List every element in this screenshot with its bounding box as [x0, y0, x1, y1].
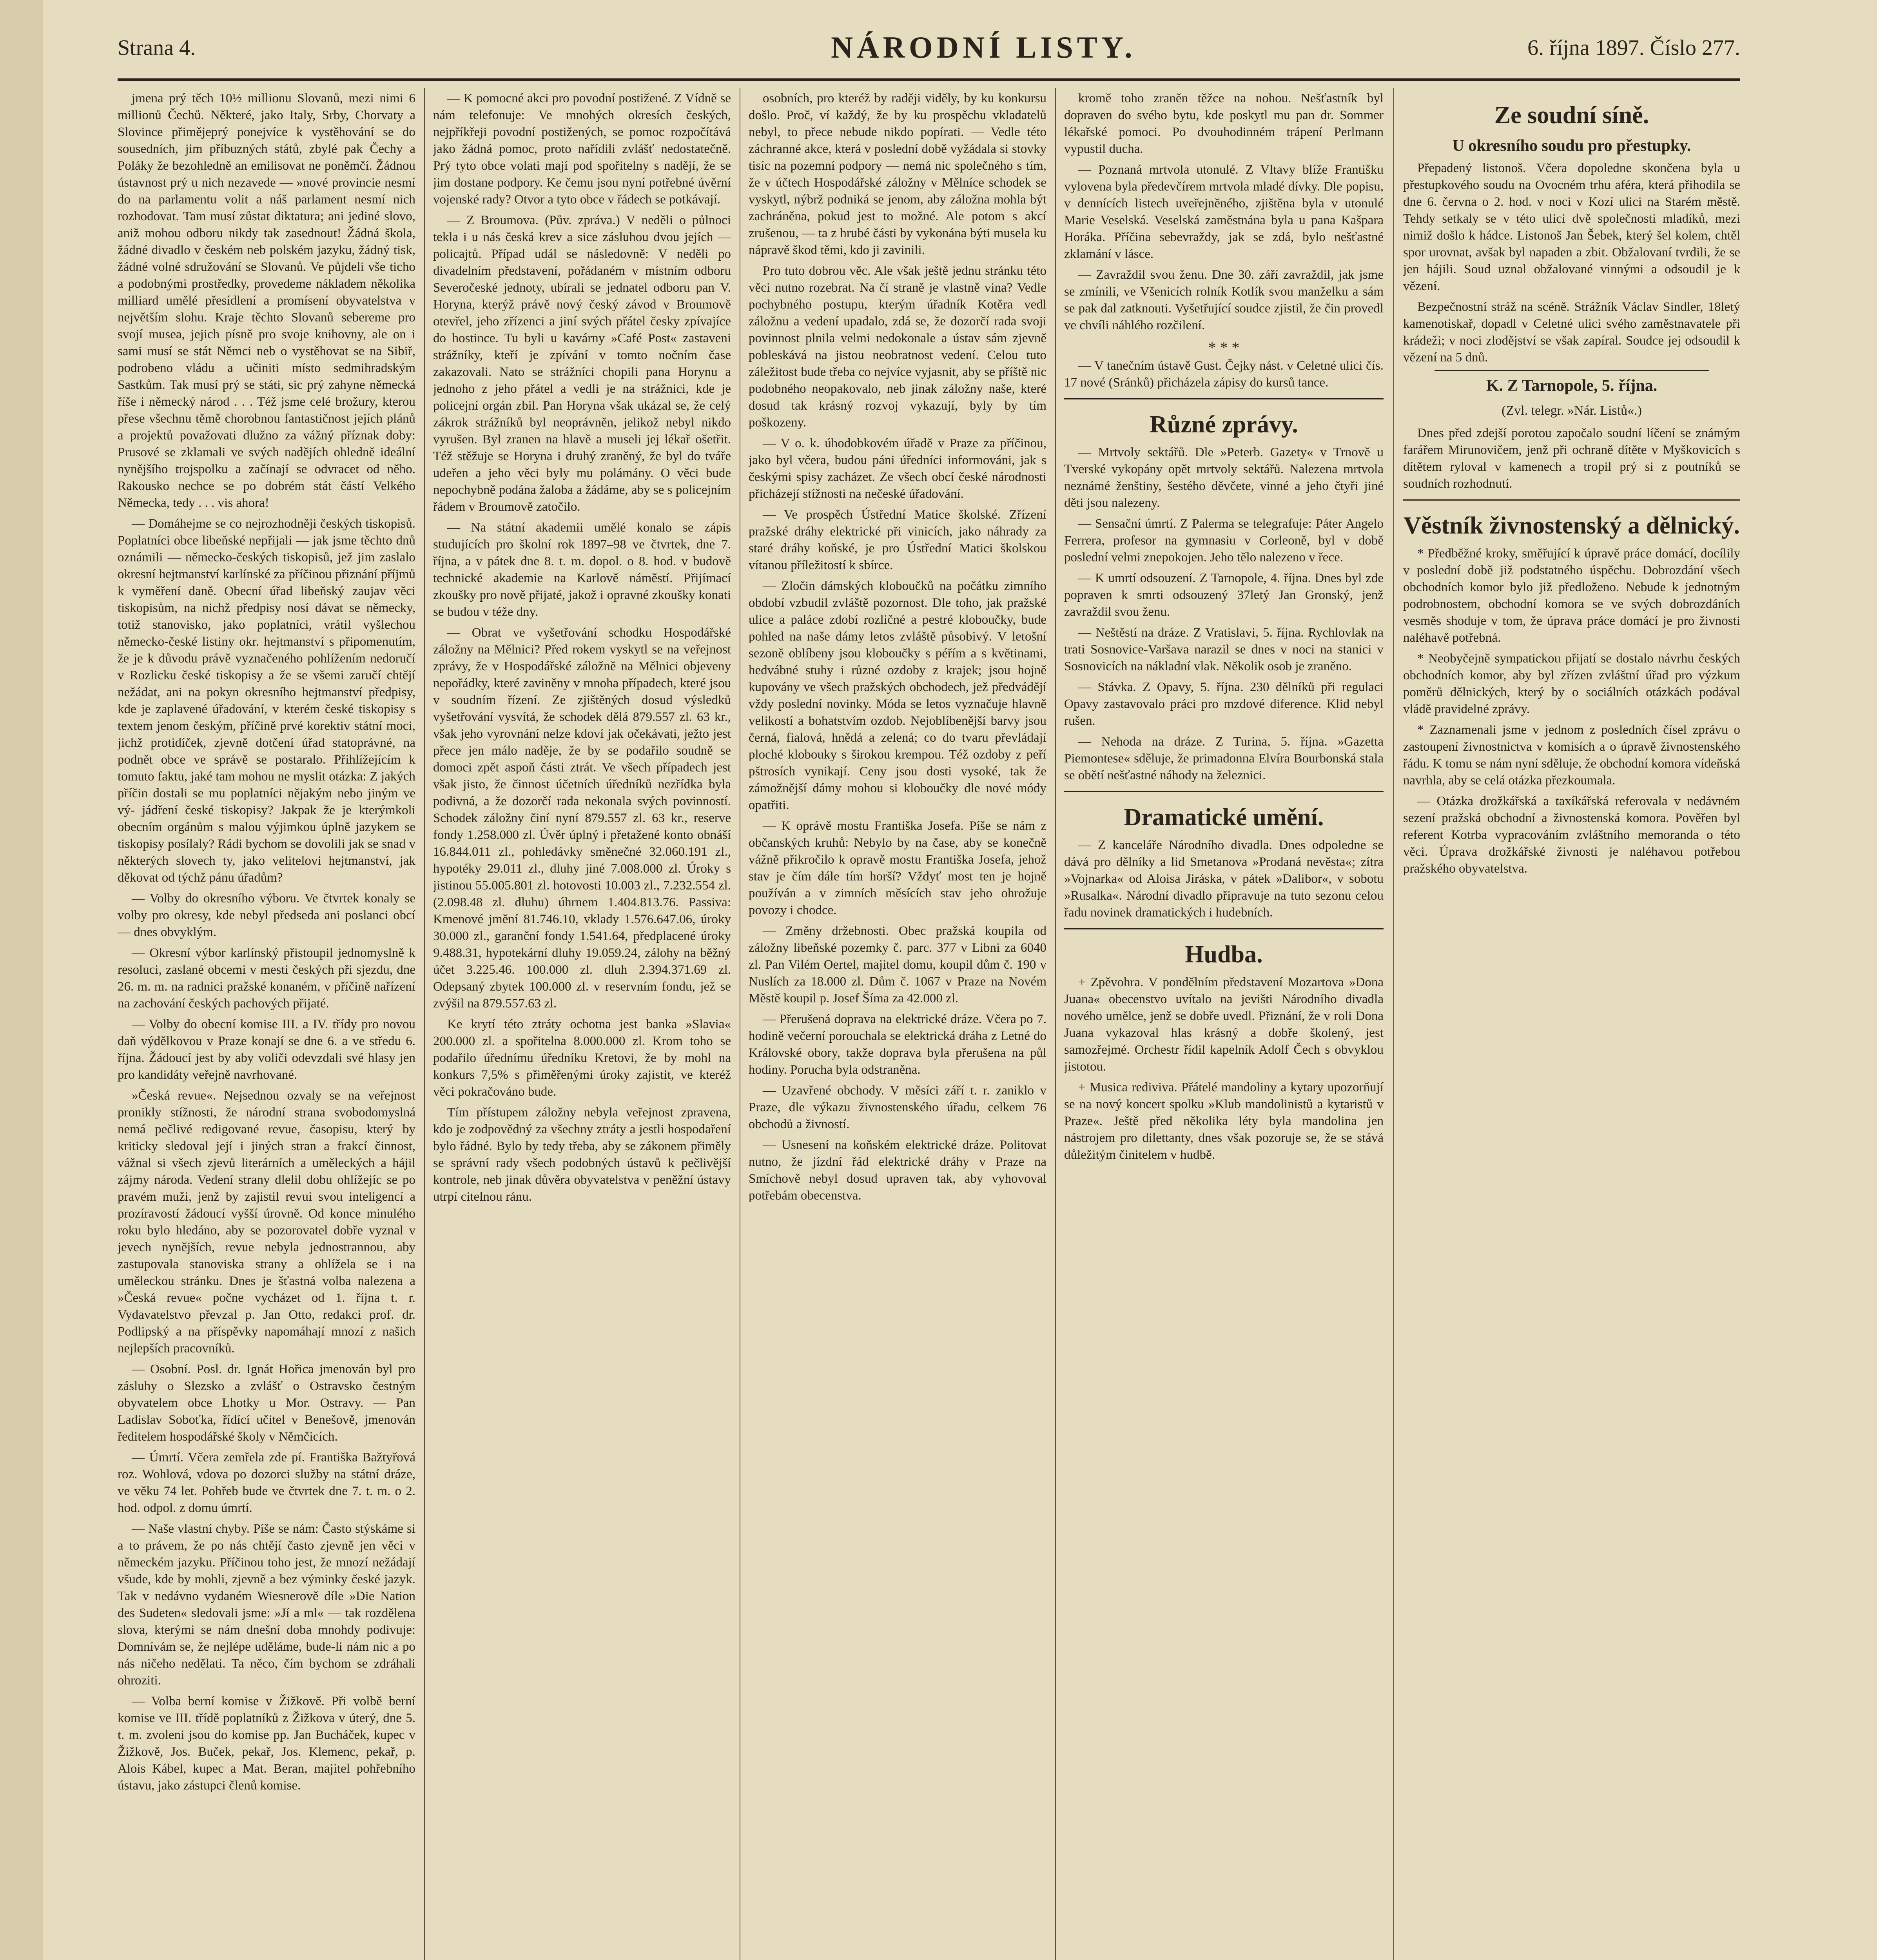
article-paragraph: Dnes před zdejší porotou započalo soudní líčení se známým farářem Mirunovičem, jenž při ochraně dítěte v Myškovicích s dítětem ryloval v kamenech a tropil prý si z poutníků se soudních rozhodnutí. [1403, 426, 1740, 491]
article-paragraph: — V o. k. úhodobkovém úřadě v Praze za příčinou, jako byl včera, budou páni úředníci informováni, jak s českými spisy zacházet. Ze všech obcí české národnosti přicházejí stížnosti na nečeské úřadování. [749, 436, 1046, 501]
article-paragraph: — Z Broumova. (Pův. zpráva.) V neděli o půlnoci tekla i u nás česká krev a sice zásluhou dvou jejích — policajtů. Případ udál se následovně: V neděli po divadelním představení, pořádaném v místním odboru Severočeské jednoty, ubírali se jednatel odboru pan V. Horyna, kterýž právě nový český závod v Broumově otevřel, jeho zřízenci a jiní svých přátel česky zpívajíce do hostince. Tu byli u kavárny »Café Post« zastaveni strážníky, kteří je zpívání v tomto nočním čase zakazovali. Nato se strážníci chopili pana Horynu a jednoho z jeho přátel a vedli je na strážnici, kde je policejní orgán zbil. Pan Horyna však ukázal se, že celý zákrok strážníků byl neoprávněn, jelikož nebyl nikdo vyrušen. Byl zranen na hlavě a museli jej lékař ošetřit. Též stěžuje se Horyna i druhý zraněný, že byl do tváře udeřen a jeho věci byly mu polámány. O věci bude nepochybně podána žaloba a žádáme, aby se s policejním řádem v Broumově zatočilo. [433, 213, 731, 514]
page-header [118, 27, 1740, 78]
masthead: NÁRODNÍ LISTY. [831, 30, 1136, 64]
header-rule [118, 78, 1740, 81]
dateline: K. Z Tarnopole, 5. října. [1486, 377, 1658, 395]
issue-info: 6. října 1897. Číslo 277. [1527, 36, 1740, 60]
section-heading-hudba: Hudba. [1185, 941, 1263, 968]
article-paragraph: — Sensační úmrtí. Z Palerma se telegrafuje: Páter Angelo Ferrera, profesor na gymnasiu v Corleoně, byl v době poslední velmi znepokojen. Jeho tělo nalezeno v řece. [1064, 517, 1384, 564]
article-paragraph: + Musica rediviva. Přátelé mandoliny a kytary upozorňují se na nový koncert spolku »Klub mandolinistů a kytaristů v Praze«. Ještě před několika léty byla mandolina jen nástrojem pro dilettanty, dnes však pozoruje se, že se stává důležitým činitelem v hudbě. [1064, 1080, 1384, 1162]
article-paragraph: — Okresní výbor karlínský přistoupil jednomyslně k resoluci, zaslané obcemi v mesti českých při sjezdu, dne 26. m. m. na radnici pražské konaném, v příčině nařízení na zachování českých pachových přijaté. [118, 946, 415, 1011]
article-paragraph: — Volby do obecní komise III. a IV. třídy pro novou daň výdělkovou v Praze konají se dne 6. a ve středu 6. října. Žádoucí jest by aby voliči odevzdali své hlasy jen pro kandidáty veřejně navrhované. [118, 1017, 415, 1082]
section-heading-vestnik: Věstník živnostenský a dělnický. [1404, 512, 1740, 539]
article-paragraph: kromě toho zraněn těžce na nohou. Nešťastník byl dopraven do svého bytu, kde poskytl mu pan dr. Sommer lékařské pomoci. Po dvouhodinném trápení Perlmann vypustil ducha. [1064, 91, 1384, 156]
article-paragraph: Tím přístupem záložny nebyla veřejnost zpravena, kdo je zodpovědný za všechny ztráty a jestli hospodaření bylo řádné. Bylo by tedy třeba, aby se zákonem přiměly se správní rady všech podobných ústavů k pečlivější kontrole, neb jinak důvěra obyvatelstva v peněžní ústavy utrpí citelnou ránu. [433, 1105, 731, 1204]
section-heading-dramaticke-umeni: Dramatické umění. [1124, 804, 1324, 831]
column-divider [1393, 88, 1394, 1960]
article-paragraph: »Česká revue«. Nejsednou ozvaly se na veřejnost pronikly stížnosti, že národní strana svobodomyslná nemá pečlivé redigované revue, časopisu, který by kriticky sledoval její i jiných stran a frakcí činnost, vážnal si všech zjevů literárních a uměleckých a hájil zájmy národa. Vedení strany dlelil dobu ohlížejíc se po pravém muži, jenž by zajistil revui svou inteligencí a prozíravostí žádoucí vyšší úrovně. Od konce minulého roku bylo hledáno, aby se pozorovatel dobře vyznal v jevech nynějších, revue nebyla jednostrannou, aby zastupovala stanoviska strany a ohlížela se i na uměleckou stránku. Dnes je šťastná volba nalezena a »Česká revue« počne vycházet od 1. října t. r. Vydavatelstvo převzal p. Jan Otto, redakci prof. dr. Podlipský a na příspěvky napomáhají mnozí z našich nejlepších pracovníků. [118, 1089, 415, 1356]
article-paragraph: — Změny držebnosti. Obec pražská koupila od záložny libeňské pozemky č. parc. 377 v Libni za 6040 zl. Pan Vilém Oertel, majitel domu, koupil dům č. 190 v Nuslích za 18.000 zl. Dům č. 1067 v Praze na Novém Městě koupil p. Josef Šíma za 42.000 zl. [749, 924, 1046, 1005]
article-paragraph: — Ve prospěch Ústřední Matice školské. Zřízení pražské dráhy elektrické při vinicích, jako náhrady za staré dráhy koňské, je pro Ústřední Matici školskou vítanou příležitostí k sbírce. [749, 508, 1046, 572]
article-paragraph: — K umrtí odsouzení. Z Tarnopole, 4. října. Dnes byl zde popraven k smrti odsouzený 37letý Jan Gronský, jenž zavraždil svou ženu. [1064, 571, 1384, 619]
article-paragraph: Ke krytí této ztráty ochotna jest banka »Slavia« 200.000 zl. a spořitelna 8.000.000 zl. Krom toho se podařilo úřednímu úředníku Kretovi, že by mohl na konkurs 7,5% s přiměřenými úroky zajistit, ve kteréž věci pokračováno bude. [433, 1017, 731, 1099]
article-paragraph: * Neobyčejně sympatickou přijatí se dostalo návrhu českých obchodních komor, aby byl zřízen zvláštní úřad pro výzkum poměrů dělnických, který by o sociálních otázkách podával vládě pravidelné zprávy. [1403, 652, 1740, 716]
article-paragraph: — Otázka drožkářská a taxíkářská referovala v nedávném sezení pražská obchodní a živnostenská komora. Pověřen byl referent Kotrba vypracováním zvláštního memoranda o této věci. Úprava drožkářské živnosti je naléhavou potřebou pražského obyvatelstva. [1403, 794, 1740, 876]
article-paragraph: — Zločin dámských kloboučků na počátku zimního období vzbudil zvláště pozornost. Dle toho, jak pražské ulice a paláce zdobí rozličné a pestré kloboučky, bude pohled na naše dámy letos zvláště působivý. V letošní sezoně oblíbeny jsou kloboučky s péřím a s květinami, hedvábné stuhy i různé ozdoby z krajek; jsou hojně kupovány ve všech pražských obchodech, jež předvádějí vždy poslední novinky. Móda se letos vyznačuje hlavně velikostí a bohatstvím ozdob. Nejoblíbenější barvy jsou černá, fialová, hnědá a zelená; co do tvaru převládají ploché klobouky s širokou krempou. Též ozdoby z peří pštrosích vynikají. Ceny jsou dosti vysoké, tak že zámožnější dámy mohou si kloboučky dle nové módy opatřiti. [749, 579, 1046, 812]
article-paragraph: — Domáhejme se co nejrozhodněji českých tiskopisů. Poplatníci obce libeňské nepřijali — jak jsme těchto dnů oznámili — německo-českých tiskopisů, jež jim zaslalo okresní hejtmanství karlínské za příčinou přiznání příjmů k vyměření daně. Obecní úřad libeňský zaujav věci tiskopisům, na nichž předpisy nosí dávat se německy, totiž stanovisko, jako poplatníci, vrátil vyšlechou německo-české listiny okr. hejtmanství s připomenutím, že je k důvodu právě vyznačeného pohlížením nedoručí v Rozlicku české tiskopisy a že se všemi zaručí chtějí nežádat, ani na pokyn okresního hejtmanství předpisy, kde je zaplavené úřadování, v kterém české tiskopisy s textem jenom českým, příčině prvé korektiv státní moci, jichž protidíček, zjevně dotčení úřad statoprávné, na podnět obce ve správě se postaralo. Přihlížejícím k tomuto faktu, jaké tam mohou ne myslit otázka: Z jakých příčin dostali se mu poplatníci nějakým nebo jiným ve vý- jádření české tiskopisy? Jakpak že je kterýmkoli obecním orgánům s malou výjimkou úplně jazykem se tiskopisy posílaly? Rádi bychom se dovolili jak se snad v některých slovech ty, jako velitelovi hejtmanství, jak děkovat od týchž pánu úřadům? [118, 517, 415, 885]
column-divider [1055, 88, 1056, 1960]
section-rule [1064, 928, 1384, 929]
article-paragraph: — Uzavřené obchody. V měsíci září t. r. zaniklo v Praze, dle výkazu živnostenského úřadu, celkem 76 obchodů a živností. [749, 1083, 1046, 1131]
article-paragraph: — Z kanceláře Národního divadla. Dnes odpoledne se dává pro dělníky a lid Smetanova »Prodaná nevěsta«; zítra »Vojnarka« od Aloisa Jiráska, v pátek »Dalibor«, v sobotu »Rusalka«. Národní divadlo připravuje na tuto sezonu celou řadu novinek dramatických i hudebních. [1064, 838, 1384, 920]
column-divider [424, 88, 425, 1960]
article-paragraph: — Volba berní komise v Žižkově. Při volbě berní komise ve III. třídě poplatníků z Žižkova v úterý, dne 5. t. m. zvoleni jsou do komise pp. Jan Bucháček, kupec v Žižkově, Jos. Buček, pekař, Jos. Klemenc, pekař, p. Alois Kábel, kupec a Mat. Beran, majitel pohřebního ústavu, jako zástupci členů komise. [118, 1694, 415, 1793]
article-paragraph: + Zpěvohra. V pondělním představení Mozartova »Dona Juana« obecenstvo uvítalo na jevišti Národního divadla nového umělce, jenž se dobře uvedl. Přiznání, že v roli Dona Juana vykazoval hlas krásný a dobře školený, jest samozřejmé. Orchestr řídil kapelník Adolf Čech s obvyklou jistotou. [1064, 975, 1384, 1074]
dateline-source: (Zvl. telegr. »Nár. Listů«.) [1502, 403, 1642, 418]
article-paragraph: * Předběžné kroky, směřující k úpravě práce domácí, docílily v poslední době již podstatného úspěchu. Dobrozdání všech obchodních komor bylo již předloženo. Nebude k jednotným podrobnostem, obchodní komora se ve svých dobrozdáních vesměs shoduje v tom, že úprava práce domácí je pro živnosti naléhavě potřebná. [1403, 546, 1740, 645]
article-paragraph: — Osobní. Posl. dr. Ignát Hořica jmenován byl pro zásluhy o Slezsko a zvlášť o Ostravsko čestným obyvatelem obce Lhotky u Mor. Ostravy. — Pan Ladislav Soboťka, řídící učitel v Benešově, jmenován ředitelem hospodářské školy v Němčicích. [118, 1362, 415, 1444]
article-paragraph: Pro tuto dobrou věc. Ale však ještě jednu stránku této věci nutno rozebrat. Na čí straně je vlastně vina? Vedle pochybného postupu, kterým úřadník Kotěra vedl záložnu a vedení upadalo, zdá se, že dozorčí rada svoji povinnost plnila velmi nedokonale a ústav sám zjevně pobleskává na jistou neobratnost vedení. Celou tuto záležitost bude třeba co nejvíce vyjasnit, aby se příště nic podobného neopakovalo, neb jinak záložny naše, které dosud tak krásný rozvoj vykazují, byly by tím poškozeny. [749, 264, 1046, 430]
article-paragraph: — Úmrtí. Včera zemřela zde pí. Františka Bažtyřová roz. Wohlová, vdova po dozorci služby na státní dráze, ve věku 74 let. Pohřeb bude ve čtvrtek dne 7. t. m. o 2. hod. odpol. z domu úmrtí. [118, 1450, 415, 1515]
article-paragraph: — Nehoda na dráze. Z Turina, 5. října. »Gazetta Piemontese« sděluje, že primadonna Elvíra Bourbonská stala se obětí nešťastné náhody na železnici. [1064, 735, 1384, 782]
article-paragraph: — Stávka. Z Opavy, 5. října. 230 dělníků při regulaci Opavy zastavovalo práci pro mzdové diference. Klid nebyl rušen. [1064, 680, 1384, 728]
article-paragraph: Přepadený listonoš. Včera dopoledne skončena byla u přestupkového soudu na Ovocném trhu aféra, která přihodila se dne 6. června o 2. hod. v noci v Kozí ulici na Starém městě. Tehdy setkaly se v této ulici dvě společnosti mladíků, mezi nimiž došlo k hádce. Listonoš Jan Šebek, který šel kolem, chtěl spor urovnat, avšak byl napaden a zbit. Obžalovaní tvrdili, že se jen hájili. Soud uznal obžalované vinnými a odsoudil je k vězení. [1403, 161, 1740, 293]
column-4 [1064, 90, 1384, 1960]
section-rule [1403, 499, 1740, 501]
section-ornament: * * * [1208, 339, 1240, 356]
section-rule [1064, 398, 1384, 399]
article-paragraph: — K oprávě mostu Františka Josefa. Píše se nám z občanských kruhů: Nebylo by na čase, aby se konečně vážně přikročilo k opravě mostu Františka Josefa, jehož stav je čím dále tím horší? Vždyť most ten je hojně používán a v zimních měsících stav jeho ohrožuje povozy i chodce. [749, 819, 1046, 917]
article-paragraph: jmena prý těch 10½ millionu Slovanů, mezi nimi 6 millionů Čechů. Některé, jako Italy, Srby, Chorvaty a Slovince přimějeprý ponejvíce k vystěhování se do sousedních, jim příbuzných států, zbylé pak Čechy a Poláky že bezohledně an emilisovat ne poněmčí. Žádnou ústavnost prý u nich nezavede — »nové provincie nesmí do na parlamentu volit a náš parlament nesmí nich rozhodovat. Tam musí zůstat diktatura; ani jediné slovo, aniž mohou odboru nikdy tak zasednout! Žádná škola, žádné divadlo v českém neb polském jazyku, žádný tisk, žádné volné sdružování se Slovanů. Ve půjdeli vše ticho a podobnými prostředky, provedeme nákladem několika milliard umělé přesídlení a promísení obyvatelstva v největším slohu. Kraje těchto Slovanů sebereme pro svojí musea, jejich písně pro svoje knihovny, ale on i sami musí se stát Němci neb o vystěhovat se na Sibiř, podrobeno vládu a učiniti místo sedmihradským Sastkům. Tak musí prý se státi, sic prý zahyne německá říše i německý národ . . . Též jsme celé brožury, kterou přese všechnu těmě chorobnou fantastičnost jejích plánů a projektů považovati dlužno za vážný příznak doby: Prusové se zklamali ve svých nadějích ohledně ideální nynějšího trojspolku a začínají se odvracet od něho. Rakousko nechce se po dobrém stát částí Velkého Německa, tedy . . . vis ahora! [118, 91, 415, 510]
article-paragraph: — Neštěstí na dráze. Z Vratislavi, 5. října. Rychlovlak na trati Sosnovice-Varšava narazil se dnes v noci na stanici v Sosnovicích na nákladní vlak. Několik osob je zraněno. [1064, 626, 1384, 673]
column-3 [749, 90, 1046, 1960]
article-paragraph: osobních, pro kteréž by raději viděly, by ku konkursu došlo. Proč, ví každý, že by ku prospěchu vkladatelů nebyl, to přece nebude nikdo popírati. — Vedle této záchranné akce, která v poslední době vyžádala si stovky tisíc na pozemní podpory — nemá nic společného s tím, že v účtech Hospodářské záložny v Mělníce schodek se vyskytl, nýbrž podniká se jenom, aby záložna mohla být zachráněna, pokud jest to možné. Ale potom s akcí zrušenou, — ta z hrubé části by vykonána býti musela ku nápravě škod těmi, kdo ji zavinili. [749, 91, 1046, 257]
article-paragraph: Bezpečnostní stráž na scéně. Strážník Václav Sindler, 18letý kamenotiskař, dopadl v Celetné ulici svého zaměstnavatele při krádeži; v noci zlodějství se však zapíral. Soudce jej odsoudil k vězení na 5 dnů. [1403, 300, 1740, 365]
article-paragraph: — Naše vlastní chyby. Píše se nám: Často stýskáme si a to právem, že po nás chtějí často zjevně jen věci v německém jazyku. Příčinou toho jest, že mnozí nežádají všude, kde by mohli, zjevně a bez výminky české jazyk. Tak v nedávno vydaném Wiesnerově díle »Die Nation des Sudeten« sledovali jsme: »Jí a ml« — tak rozdělena slova, kterými se nám dnešní doba mnohdy podivuje: Domnívám se, že nejlépe uděláme, bude-li nám nic a po nás ničeho nedělati. Ta něco, čím bychom se zdráhali ohroziti. [118, 1522, 415, 1688]
article-paragraph: — Přerušená doprava na elektrické dráze. Včera po 7. hodině večerní porouchala se elektrická dráha z Letné do Královské obory, takže doprava byla přerušena na půl hodiny. Porucha byla odstraněna. [749, 1012, 1046, 1077]
article-paragraph: — Na státní akademii umělé konalo se zápis studujících pro školní rok 1897–98 ve čtvrtek, dne 7. října, a v pátek dne 8. t. m. dopol. o 8. hod. v budově technické akademie na Karlově náměstí. Přijímací zkoušky pro nově přijaté, jakož i opravné zkoušky konati se budou v téže dny. [433, 521, 731, 619]
article-paragraph: — Volby do okresního výboru. Ve čtvrtek konaly se volby pro okresy, kde nebyl předseda ani poslanci obcí — dnes obvyklým. [118, 891, 415, 939]
page-spine [0, 0, 43, 1960]
article-rule [1434, 370, 1709, 371]
section-heading-ruzne-zpravy: Různé zprávy. [1150, 411, 1298, 438]
section-rule [1064, 791, 1384, 792]
article-paragraph: — Zavraždil svou ženu. Dne 30. září zavraždil, jak jsme se zmínili, ve Všenicích rolník Kotlík svou manželku a sám se pak dal zatknouti. Vyšetřující soudce zjistil, že čin provedl ve chvíli náhlého rozčilení. [1064, 268, 1384, 332]
column-2 [433, 90, 731, 1960]
subsection-heading: U okresního soudu pro přestupky. [1452, 137, 1691, 155]
page-label: Strana 4. [118, 36, 196, 60]
section-heading-ze-soudni-sine: Ze soudní síně. [1494, 102, 1649, 129]
column-5 [1403, 90, 1740, 1960]
article-paragraph: — K pomocné akci pro povodní postižené. Z Vídně se nám telefonuje: Ve mnohých okresích českých, nejpříkřeji povodní postižených, se pomoc rozpočítává jako žádná pomoc, proto nařídili zvlášť nedostatečně. Prý tyto obce volati mají pod spořitelny s nadějí, že se jim dostane podpory. Ke čemu jsou nyní potřebné úvěrní vojenské rady? Otvor a tyto obce v řádech se potkávají. [433, 91, 731, 207]
article-paragraph: — Mrtvoly sektářů. Dle »Peterb. Gazety« v Trnově u Tverské vykopány opět mrtvoly sektářů. Nalezena mrtvola neznámé ženštiny, šestého děvčete, vinné a jeho čtyři jiné děti jsou nalezeny. [1064, 445, 1384, 510]
column-1 [118, 90, 415, 1960]
article-paragraph: — V tanečním ústavě Gust. Čejky nást. v Celetné ulici čís. 17 nové (Sránků) přicházela zápisy do kursů tance. [1064, 359, 1384, 390]
article-paragraph: * Zaznamenali jsme v jednom z posledních čísel zprávu o zastoupení živnostnictva v komisích a o úpravě živnostenského řádu. K tomu se nám nyní sděluje, že obchodní komora vídeňská navrhla, aby se celá otázka přezkoumala. [1403, 723, 1740, 788]
article-paragraph: — Usnesení na koňském elektrické dráze. Politovat nutno, že jízdní řád elektrické dráhy v Praze na Smíchově nebyl dosud upraven tak, aby vyhovoval potřebám obecenstva. [749, 1138, 1046, 1203]
article-paragraph: — Obrat ve vyšetřování schodku Hospodářské záložny na Mělnici? Před rokem vyskytl se na veřejnost zprávy, že v Hospodářské záložně na Mělnici objeveny nepořádky, které zaviněny v mnoha případech, které jsou v soudním řízení. Ze zjištěných dosud výsledků vyšetřování vysvítá, že schodek dělá 879.557 zl. 63 kr., však jeho vyrovnání nelze kdoví jak očekávati, ježto jest přece jen málo naděje, že by se podařilo soudně se domoci zpět aspoň části ztrát. Ve všech případech jest však jisto, že činnost účetních úředníků nezřídka byla podivná, a že dozorčí rada nekonala svých povinností. Schodek záložny činí nyní 879.557 zl. 63 kr., reserve fondy 1.258.000 zl. Úvěr úplný i přetažené konto obnáší 16.844.011 zl., pohledávky směnečné 32.060.191 zl., hypotéky 29.011 zl., dluhy jiné 7.008.000 zl. Úroky s jistinou 55.005.801 zl. hotovosti 10.003 zl., 7.232.554 zl. (2.098.48 zl. dluhu) úhrnem 1.404.813.76. Passiva: Kmenové jmění 81.746.10, vklady 1.576.647.06, úroky 30.000 zl., garanční fondy 1.541.64, předplacené úroky 9.488.31, hypotekární dluhy 19.059.24, zálohy na běžný účet 3.225.46. 100.000 zl. dluh 2.394.371.69 zl. Odepsaný zbytek 100.000 zl. v reservním fondu, jež se zvýšil na 879.557.63 zl. [433, 626, 731, 1011]
article-paragraph: — Poznaná mrtvola utonulé. Z Vltavy blíže Františku vylovena byla předevčírem mrtvola mladé dívky. Dle popisu, v dennících listech uveřejněného, zjištěna byla v utonulé Marie Veselská. Veselská zaměstnána byla u pana Kašpara Horáka. Příčina sebevraždy, jak se zdá, bylo nešťastné zklamání v lásce. [1064, 163, 1384, 261]
